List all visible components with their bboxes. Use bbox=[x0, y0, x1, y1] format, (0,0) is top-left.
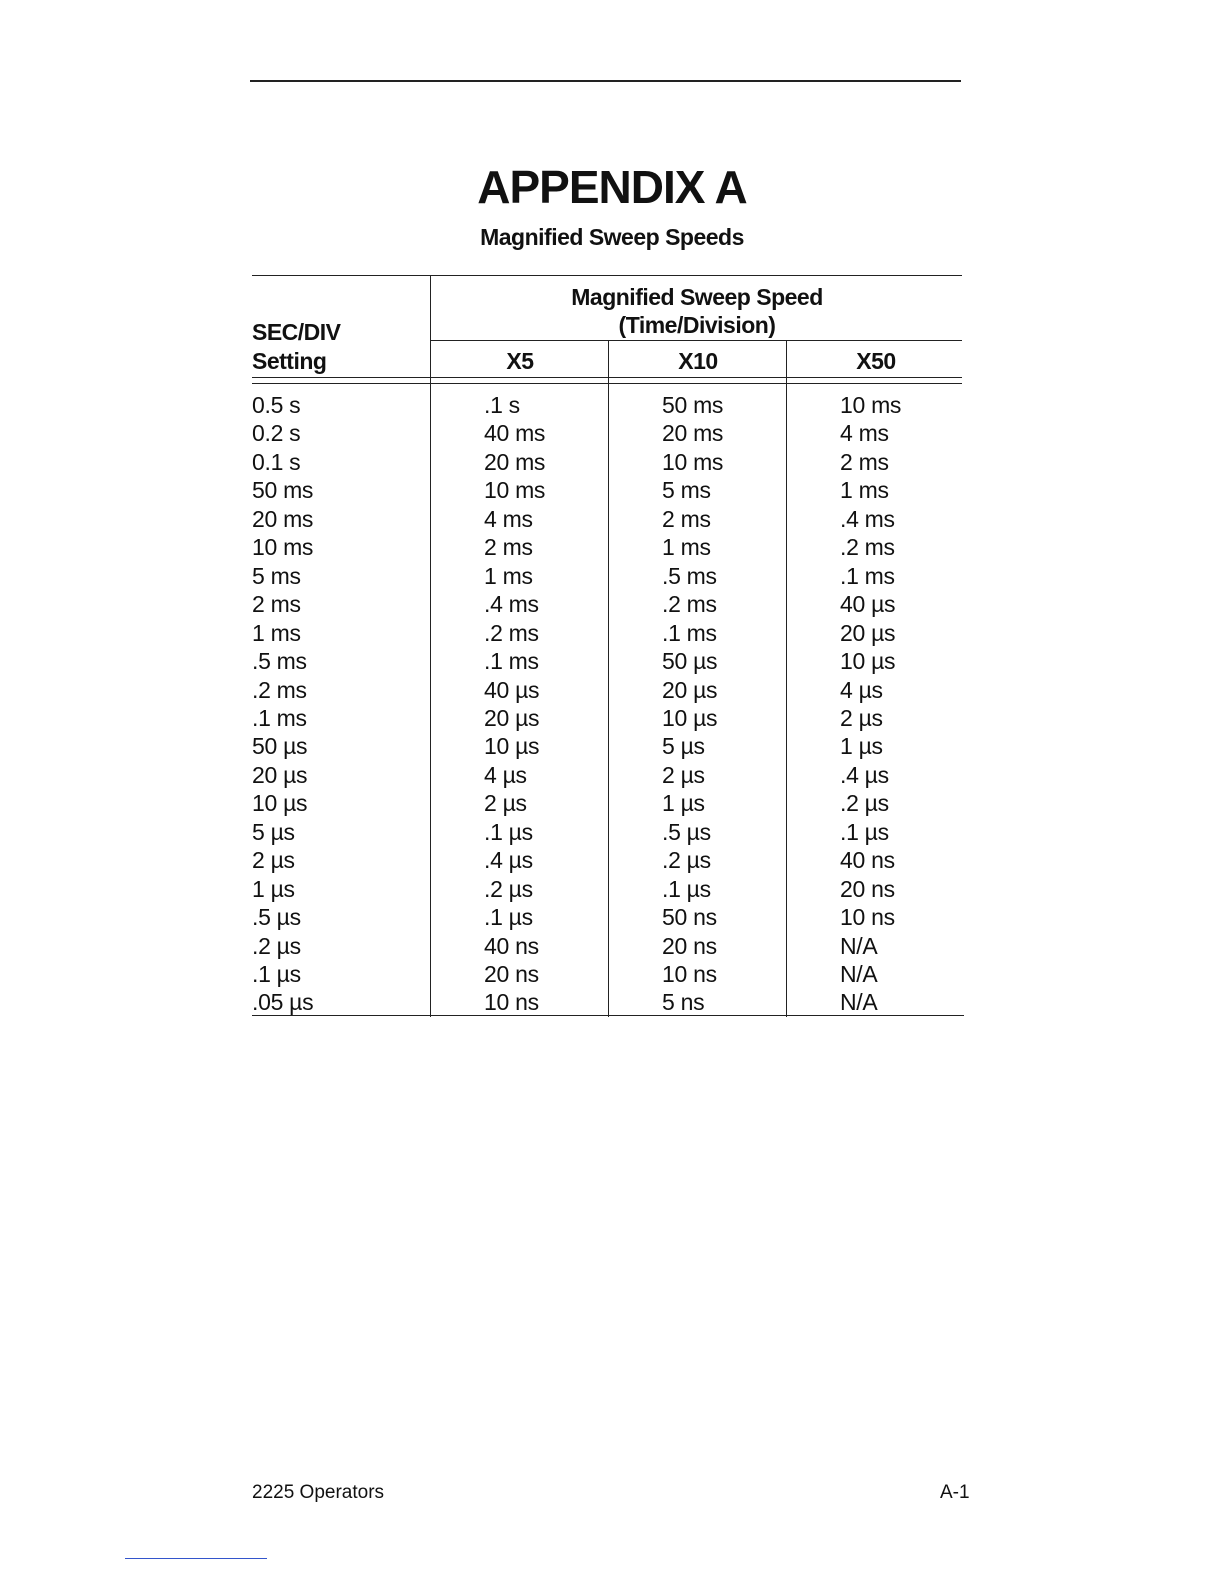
cell-x50: N/A bbox=[840, 932, 878, 959]
cell-setting: 1 µs bbox=[252, 875, 295, 902]
column-header-x10: X10 bbox=[678, 348, 718, 374]
cell-x10: 1 µs bbox=[662, 790, 705, 817]
cell-setting: .1 µs bbox=[252, 961, 301, 987]
cell-x50: N/A bbox=[840, 961, 878, 987]
cell-x5: 4 µs bbox=[484, 761, 527, 788]
cell-setting: 10 ms bbox=[252, 534, 314, 561]
cell-x5: .1 µs bbox=[484, 904, 533, 931]
cell-setting: 0.1 s bbox=[252, 448, 301, 475]
table-row bbox=[252, 647, 964, 675]
footer-manual-title: 2225 Operators bbox=[252, 1482, 385, 1503]
cell-setting: .1 ms bbox=[252, 704, 307, 731]
cell-setting: 50 ms bbox=[252, 477, 314, 504]
setting-header-line2: Setting bbox=[252, 348, 327, 374]
table-row bbox=[252, 818, 964, 846]
cell-x50: .1 µs bbox=[840, 818, 889, 845]
table-row bbox=[252, 704, 964, 732]
cell-x10: 20 ns bbox=[662, 932, 717, 959]
table-top-rule bbox=[252, 275, 962, 276]
cell-setting: 1 ms bbox=[252, 619, 301, 646]
table-row bbox=[252, 533, 964, 561]
cell-x10: 10 ns bbox=[662, 961, 717, 987]
cell-x10: 50 ns bbox=[662, 904, 717, 931]
table-row bbox=[252, 391, 964, 419]
cell-x50: 10 ns bbox=[840, 904, 895, 931]
cell-x5: .1 s bbox=[484, 392, 520, 418]
cell-setting: 0.5 s bbox=[252, 392, 301, 418]
table-row bbox=[252, 562, 964, 590]
cell-x5: 10 ms bbox=[484, 477, 546, 504]
cell-setting: .2 ms bbox=[252, 676, 307, 703]
cell-x10: 2 ms bbox=[662, 505, 711, 532]
cell-x50: 20 µs bbox=[840, 619, 896, 646]
cell-x50: 20 ns bbox=[840, 875, 895, 902]
cell-x10: .1 ms bbox=[662, 619, 717, 646]
cell-x50: .2 µs bbox=[840, 790, 889, 817]
cell-x50: 1 µs bbox=[840, 733, 883, 760]
cell-x10: .1 µs bbox=[662, 875, 711, 902]
cell-setting: 50 µs bbox=[252, 733, 308, 760]
cell-x10: 10 µs bbox=[662, 704, 718, 731]
group-header-rule bbox=[430, 340, 962, 341]
cell-setting: 5 ms bbox=[252, 562, 301, 589]
cell-x50: 4 µs bbox=[840, 676, 883, 703]
table-row bbox=[252, 761, 964, 789]
cell-x5: .1 ms bbox=[484, 648, 539, 675]
cell-x50: 1 ms bbox=[840, 477, 889, 504]
table-row bbox=[252, 505, 964, 533]
footer-page-number: A-1 bbox=[940, 1482, 970, 1503]
group-header-line1: Magnified Sweep Speed bbox=[571, 284, 823, 310]
cell-x50: N/A bbox=[840, 989, 878, 1016]
setting-header-line1: SEC/DIV bbox=[252, 319, 341, 345]
cell-x5: 10 µs bbox=[484, 733, 540, 760]
page-title: APPENDIX A bbox=[477, 161, 747, 213]
table-row bbox=[252, 619, 964, 647]
cell-x50: 2 ms bbox=[840, 448, 889, 475]
cell-setting: .05 µs bbox=[252, 989, 314, 1016]
table-row bbox=[252, 960, 964, 988]
cell-x5: .1 µs bbox=[484, 818, 533, 845]
table-row bbox=[252, 590, 964, 618]
cell-x5: 40 ms bbox=[484, 420, 546, 447]
bottom-link-underline bbox=[125, 1558, 267, 1559]
table-row bbox=[252, 732, 964, 760]
table-row bbox=[252, 846, 964, 874]
group-header-line2: (Time/Division) bbox=[618, 312, 776, 338]
cell-setting: 20 µs bbox=[252, 761, 308, 788]
header-rule-upper bbox=[252, 377, 962, 378]
cell-x50: .2 ms bbox=[840, 534, 895, 561]
cell-setting: 10 µs bbox=[252, 790, 308, 817]
cell-x10: 50 ms bbox=[662, 392, 724, 418]
cell-x10: 1 ms bbox=[662, 534, 711, 561]
cell-x50: 10 ms bbox=[840, 392, 902, 418]
cell-x5: 40 ns bbox=[484, 932, 539, 959]
cell-x10: 5 ms bbox=[662, 477, 711, 504]
cell-x50: .1 ms bbox=[840, 562, 895, 589]
cell-setting: 5 µs bbox=[252, 818, 295, 845]
cell-x5: .4 ms bbox=[484, 591, 539, 618]
cell-setting: 2 µs bbox=[252, 847, 295, 874]
cell-x50: 40 µs bbox=[840, 591, 896, 618]
cell-setting: 2 ms bbox=[252, 591, 301, 618]
cell-x10: 5 ns bbox=[662, 989, 705, 1016]
table-row bbox=[252, 476, 964, 504]
cell-x10: .5 ms bbox=[662, 562, 717, 589]
cell-x5: .4 µs bbox=[484, 847, 533, 874]
cell-setting: .5 µs bbox=[252, 904, 301, 931]
cell-x5: 20 ns bbox=[484, 961, 539, 987]
table-row bbox=[252, 988, 964, 1016]
cell-x10: 20 µs bbox=[662, 676, 718, 703]
cell-x10: .2 µs bbox=[662, 847, 711, 874]
cell-x10: .2 ms bbox=[662, 591, 717, 618]
cell-setting: 0.2 s bbox=[252, 420, 301, 447]
cell-x50: 40 ns bbox=[840, 847, 895, 874]
cell-x10: 5 µs bbox=[662, 733, 705, 760]
cell-x5: 2 µs bbox=[484, 790, 527, 817]
cell-x5: .2 ms bbox=[484, 619, 539, 646]
cell-x50: .4 ms bbox=[840, 505, 895, 532]
cell-x5: 1 ms bbox=[484, 562, 533, 589]
cell-x50: 4 ms bbox=[840, 420, 889, 447]
cell-x10: 10 ms bbox=[662, 448, 724, 475]
cell-x5: 40 µs bbox=[484, 676, 540, 703]
page-subtitle: Magnified Sweep Speeds bbox=[480, 224, 744, 250]
cell-x5: 2 ms bbox=[484, 534, 533, 561]
cell-x5: 20 µs bbox=[484, 704, 540, 731]
table-row bbox=[252, 903, 964, 931]
cell-x10: .5 µs bbox=[662, 818, 711, 845]
cell-x5: 10 ns bbox=[484, 989, 539, 1016]
cell-x5: .2 µs bbox=[484, 875, 533, 902]
top-rule bbox=[250, 80, 961, 82]
cell-setting: .5 ms bbox=[252, 648, 307, 675]
table-row bbox=[252, 789, 964, 817]
header-rule-lower bbox=[252, 383, 962, 384]
cell-x5: 20 ms bbox=[484, 448, 546, 475]
cell-x50: 10 µs bbox=[840, 648, 896, 675]
table-row bbox=[252, 875, 964, 903]
cell-x5: 4 ms bbox=[484, 505, 533, 532]
sweep-speed-table bbox=[252, 275, 964, 1018]
table-row bbox=[252, 419, 964, 447]
cell-x50: .4 µs bbox=[840, 761, 889, 788]
table-row bbox=[252, 932, 964, 960]
column-header-x50: X50 bbox=[856, 348, 896, 374]
cell-x10: 20 ms bbox=[662, 420, 724, 447]
cell-x10: 50 µs bbox=[662, 648, 718, 675]
column-header-x5: X5 bbox=[506, 348, 534, 374]
cell-setting: .2 µs bbox=[252, 932, 301, 959]
table-row bbox=[252, 448, 964, 476]
cell-x50: 2 µs bbox=[840, 704, 883, 731]
cell-x10: 2 µs bbox=[662, 761, 705, 788]
table-row bbox=[252, 676, 964, 704]
cell-setting: 20 ms bbox=[252, 505, 314, 532]
